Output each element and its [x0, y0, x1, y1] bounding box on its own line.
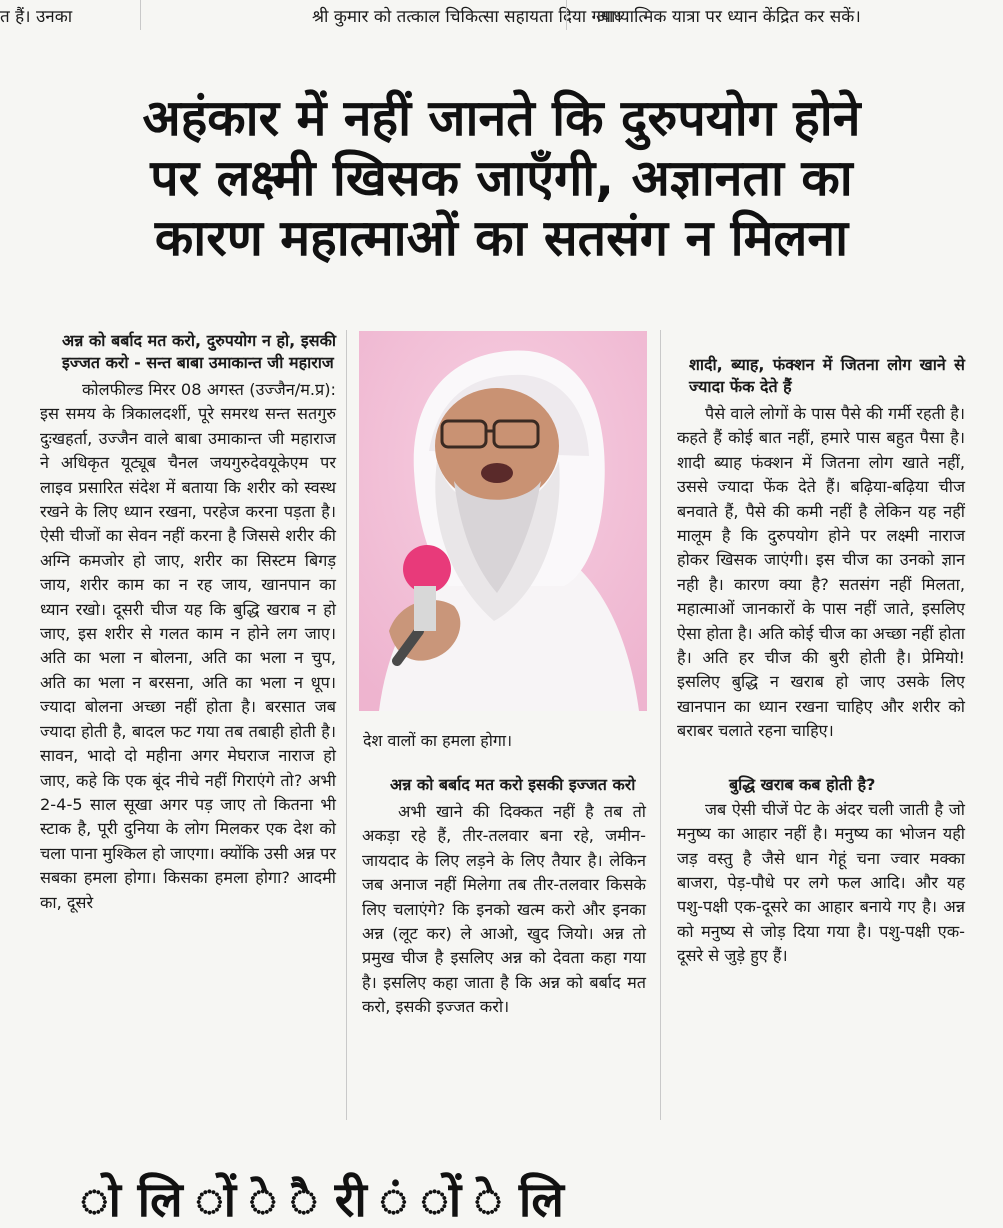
- prev-article-middle-fragment: श्री कुमार को तत्काल चिकित्सा सहायता दिया गया।: [312, 7, 622, 27]
- next-article-headline-fragment: ो लि ों े ै री ं ों े लि: [80, 1172, 564, 1228]
- headline-line-3: कारण महात्माओं का सतसंग न मिलना: [154, 209, 849, 267]
- right-column: [677, 354, 965, 969]
- saint-portrait-image: [359, 331, 647, 711]
- headline-line-2: पर लक्ष्मी खिसक जाएँगी, अज्ञानता का: [150, 149, 853, 207]
- column-rule: [140, 0, 141, 30]
- right-subheading-intellect: बुद्धि खराब कब होती है?: [729, 774, 876, 794]
- column-rule: [346, 330, 347, 1120]
- left-body: कोलफील्ड मिरर 08 अगस्त (उज्जैन/म.प्र): इस समय के त्रिकालदर्शी, पूरे समरथ सन्त सतगुरु दुःखहर्ता, उज्जैन वाले बाबा उमाकान्त जी महाराज ने अधिकृत यूट्यूब चैनल जयगुरुदेवयूकेएम पर लाइव प्रसारित संदेश में बताया कि शरीर को स्वस्थ रखने के लिए ध्यान रखना, परहेज करना पड़ता है। ऐसी चीजों का सेवन नहीं करना है जिससे शरीर की अग्नि कमजोर हो जाए, शरीर का सिस्टम बिगड़ जाय, शरीर काम का न रह जाय, खानपान का ध्यान रखो। दूसरी चीज यह कि बुद्धि खराब न हो जाए, इस शरीर से गलत काम न होने लग जाए। अति का भला न बोलना, अति का भला न चुप, अति का भला न बरसना, अति का भला न धूप। ज्यादा बोलना अच्छा नहीं होता है। बरसात जब ज्यादा होती है, बादल फट गया तब तबाही होती है। सावन, भादो दो महीना अगर मेघराज नाराज हो जाए, कहे कि एक बूंद नीचे नहीं गिराएंगे तो? अभी 2-4-5 साल सूखा अगर पड़ जाए तो कितना भी स्टाक है, पूरी दुनिया के लोग मिलकर एक देश को चला पाना मुश्किल हो जाएगा। क्योंकि उसी अन्न पर सबका हमला होगा। किसका हमला होगा? आदमी का, दूसरे: [40, 380, 336, 912]
- middle-column: [362, 774, 646, 1020]
- photo-caption: देश वालों का हमला होगा।: [363, 731, 513, 750]
- middle-body: अभी खाने की दिक्कत नहीं है तब तो अकड़ा रहे हैं, तीर-तलवार बना रहे, जमीन-जायदाद के लिए लड़ने के लिए तैयार है। लेकिन जब अनाज नहीं मिलेगा तब तीर-तलवार किसके लिए चलाएंगे? कि इनको खत्म करो और इनका अन्न (लूट कर) ले आओ, खुद जियो। अन्न तो प्रमुख चीज है इसलिए अन्न को देवता कहा गया है। इसलिए कहा जाता है कि अन्न को बर्बाद मत करो, इसकी इज्जत करो।: [362, 802, 646, 1017]
- headline: [30, 88, 973, 268]
- headline-line-1: अहंकार में नहीं जानते कि दुरुपयोग होने: [142, 89, 861, 147]
- right-body-wedding: पैसे वाले लोगों के पास पैसे की गर्मी रहती है। कहते हैं कोई बात नहीं, हमारे पास बहुत पैसा है। शादी ब्याह फंक्शन में जितना लोग खाते नहीं, उससे ज्यादा फेंक देते हैं। बढ़िया-बढ़िया चीज बनवाते हैं, पैसे की कमी नहीं है लेकिन यह नहीं मालूम है कि दुरुपयोग होने पर लक्ष्मी नाराज होकर खिसक जाएंगी। इस चीज का उनको ज्ञान नही है। कारण क्या है? सतसंग नहीं मिलता, महात्माओं जानकारों के पास नहीं जाते, इसलिए ऐसा होता है। अति कोई चीज का अच्छा नहीं होता है। अति हर चीज की बुरी होती है। प्रेमियो! इसलिए बुद्धि न खराब हो जाए उसके लिए खानपान का ध्यान रखना चाहिए और शरीर को बराबर चलाते रहना चाहिए।: [677, 404, 965, 741]
- saint-photo: [359, 331, 647, 711]
- prev-article-right-fragment: आध्यात्मिक यात्रा पर ध्यान केंद्रित कर सकें।: [596, 7, 861, 27]
- column-rule: [566, 0, 567, 30]
- left-subheading: अन्न को बर्बाद मत करो, दुरुपयोग न हो, इसकी इज्जत करो - सन्त बाबा उमाकान्त जी महाराज: [62, 331, 336, 372]
- right-body-intellect: जब ऐसी चीजें पेट के अंदर चली जाती है जो मनुष्य का आहार नहीं है। मनुष्य का भोजन यही जड़ वस्तु है जैसे धान गेहूं चना ज्वार मक्का बाजरा, पेड़-पौधे पर लगे फल आदि। और यह पशु-पक्षी एक-दूसरे का आहार बनाये गए है। अन्न को मनुष्य से जोड़ दिया गया है। पशु-पक्षी एक-दूसरे से जुड़े हुए हैं।: [677, 799, 965, 966]
- prev-article-left-fragment: त हैं। उनका: [0, 7, 73, 27]
- right-subheading-wedding: शादी, ब्याह, फंक्शन में जितना लोग खाने से ज्यादा फेंक देते हैं: [689, 355, 965, 396]
- column-rule: [660, 330, 661, 1120]
- left-column: [40, 330, 336, 915]
- middle-subheading: अन्न को बर्बाद मत करो इसकी इज्जत करो: [390, 775, 636, 794]
